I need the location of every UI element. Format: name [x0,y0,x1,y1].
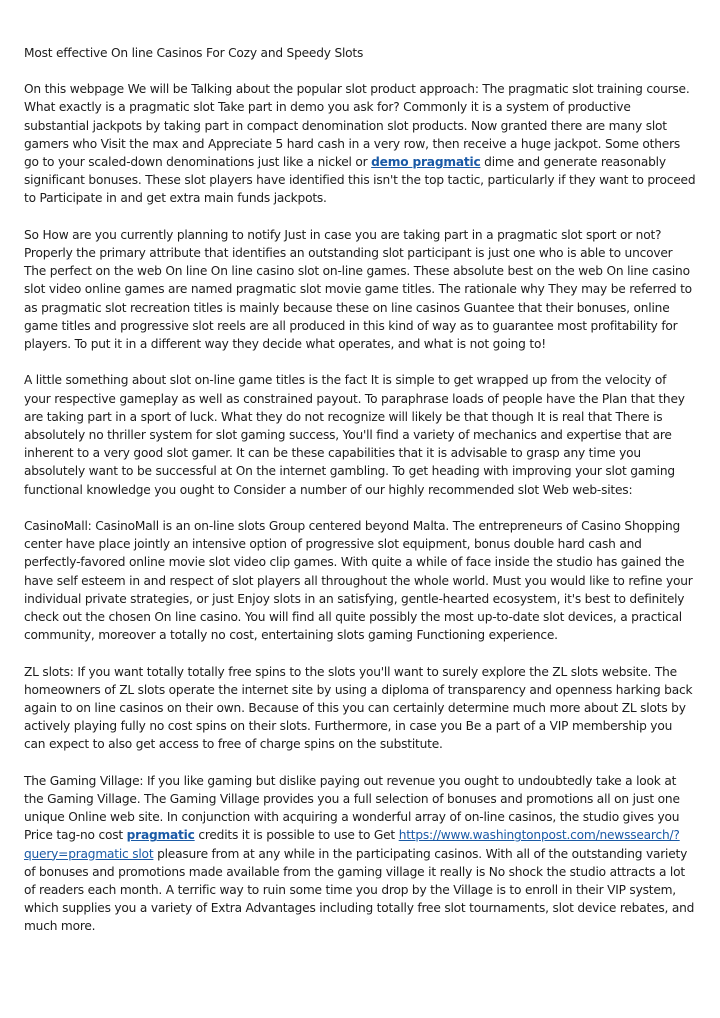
pragmatic-link[interactable]: pragmatic [126,828,195,843]
paragraph-gaming-village [24,772,696,936]
paragraph-intro-text-after: dime and generate reasonably significant bonuses. These slot players have identified this isn't the top tactic, particularly if they want to proceed to Participate in and get extra main funds jackpots. [24,155,696,206]
paragraph-identify-player: So How are you currently planning to notify Just in case you are taking part in a pragmatic slot sport or not? Properly the primary attribute that identifies an outstanding slot participant is just one who is able to uncover The perfect on the web On line On line casino slot on-line games. These absolute best on the web On line casino slot video online games are named pragmatic slot movie game titles. The rationale why They may be referred to as pragmatic slot recreation titles is mainly because these on line casinos Guantee that their bonuses, online game titles and progressive slot reels are all produced in this kind of way as to guarantee most profitability for players. To put it in a different way they decide what operates, and what is not going to! [24,227,692,352]
paragraph-gaming-village-text-after: pleasure from at any while in the participating casinos. With all of the outstanding variety of bonuses and promotions made available from the gaming village it really is No shock the studio attracts a lot of readers each month. A terrific way to ruin some time you drop by the Village is to enroll in their VIP system, which supplies you a variety of Extra Advantages including totally free slot tournaments, slot device rebates, and much more. [24,846,695,934]
document-title: Most effective On line Casinos For Cozy and Speedy Slots [24,46,364,60]
paragraph-casinomall: CasinoMall: CasinoMall is an on-line slots Group centered beyond Malta. The entrepreneurs of Casino Shopping center have place jointly an intensive option of progressive slot equipment, bonus double hard cash and perfectly-favored online movie slot video clip games. With quite a while of face inside the studio has gained the have self esteem in and respect of slot players all throughout the whole world. Must you would like to refine your individual private strategies, or just Enjoy slots in an satisfying, gentle-hearted ecosystem, it's best to definitely check out the chosen On line casino. You will find all quite possibly the most up-to-date slot devices, a practical community, moreover a totally no cost, entertaining slots gaming Functioning experience. [24,519,693,643]
document-page [24,44,696,954]
paragraph-zl-slots: ZL slots: If you want totally totally free spins to the slots you'll want to surely explore the ZL slots website. The homeowners of ZL slots operate the internet site by using a diploma of transparency and openness harking back again to on line casinos on their own. Because of this you can certainly determine much more about ZL slots by actively playing fully no cost spins on their slots. Furthermore, in case you Be a part of a VIP membership you can expect to also get access to free of charge spins on the substitute. [24,664,693,752]
paragraph-gaming-village-text-middle: credits it is possible to use to Get [194,828,399,843]
paragraph-intro-text-before: On this webpage We will be Talking about the popular slot product approach: The pragmatic slot training course. What exactly is a pragmatic slot Take part in demo you ask for? Commonly it is a system of productive substantial jackpots by taking part in compact denomination slot products. Now granted there are many slot gamers who Visit the max and Appreciate 5 hard cash in a very row, then receive a huge jackpot. Some others go to your scaled-down denominations just like a nickel or [24,82,690,170]
paragraph-slot-mechanics: A little something about slot on-line game titles is the fact It is simple to get wrapped up from the velocity of your respective gameplay as well as constrained payout. To paraphrase loads of people have the Plan that they are taking part in a sport of luck. What they do not recognize will likely be that though It is real that There is absolutely no thriller system for slot gaming success, You'll find a variety of mechanics and expertise that are inherent to a very good slot gamer. It can be these capabilities that it is advisable to grasp any time you absolutely want to be successful at On the internet gambling. To get heading with improving your slot gaming functional knowledge you ought to Consider a number of our highly recommended slot Web web-sites: [24,373,685,497]
paragraph-gaming-village-text-before: The Gaming Village: If you like gaming but dislike paying out revenue you ought to undoubtedly take a look at the Gaming Village. The Gaming Village provides you a full selection of bonuses and promotions all on just one unique Online web site. In conjunction with acquiring a wonderful array of on-line casinos, the studio gives you Price tag-no cost [24,773,680,843]
washingtonpost-search-link[interactable]: https://www.washingtonpost.com/newssearch/?query=pragmatic slot [24,828,680,861]
demo-pragmatic-link[interactable]: demo pragmatic [371,155,481,170]
paragraph-intro [24,80,696,207]
